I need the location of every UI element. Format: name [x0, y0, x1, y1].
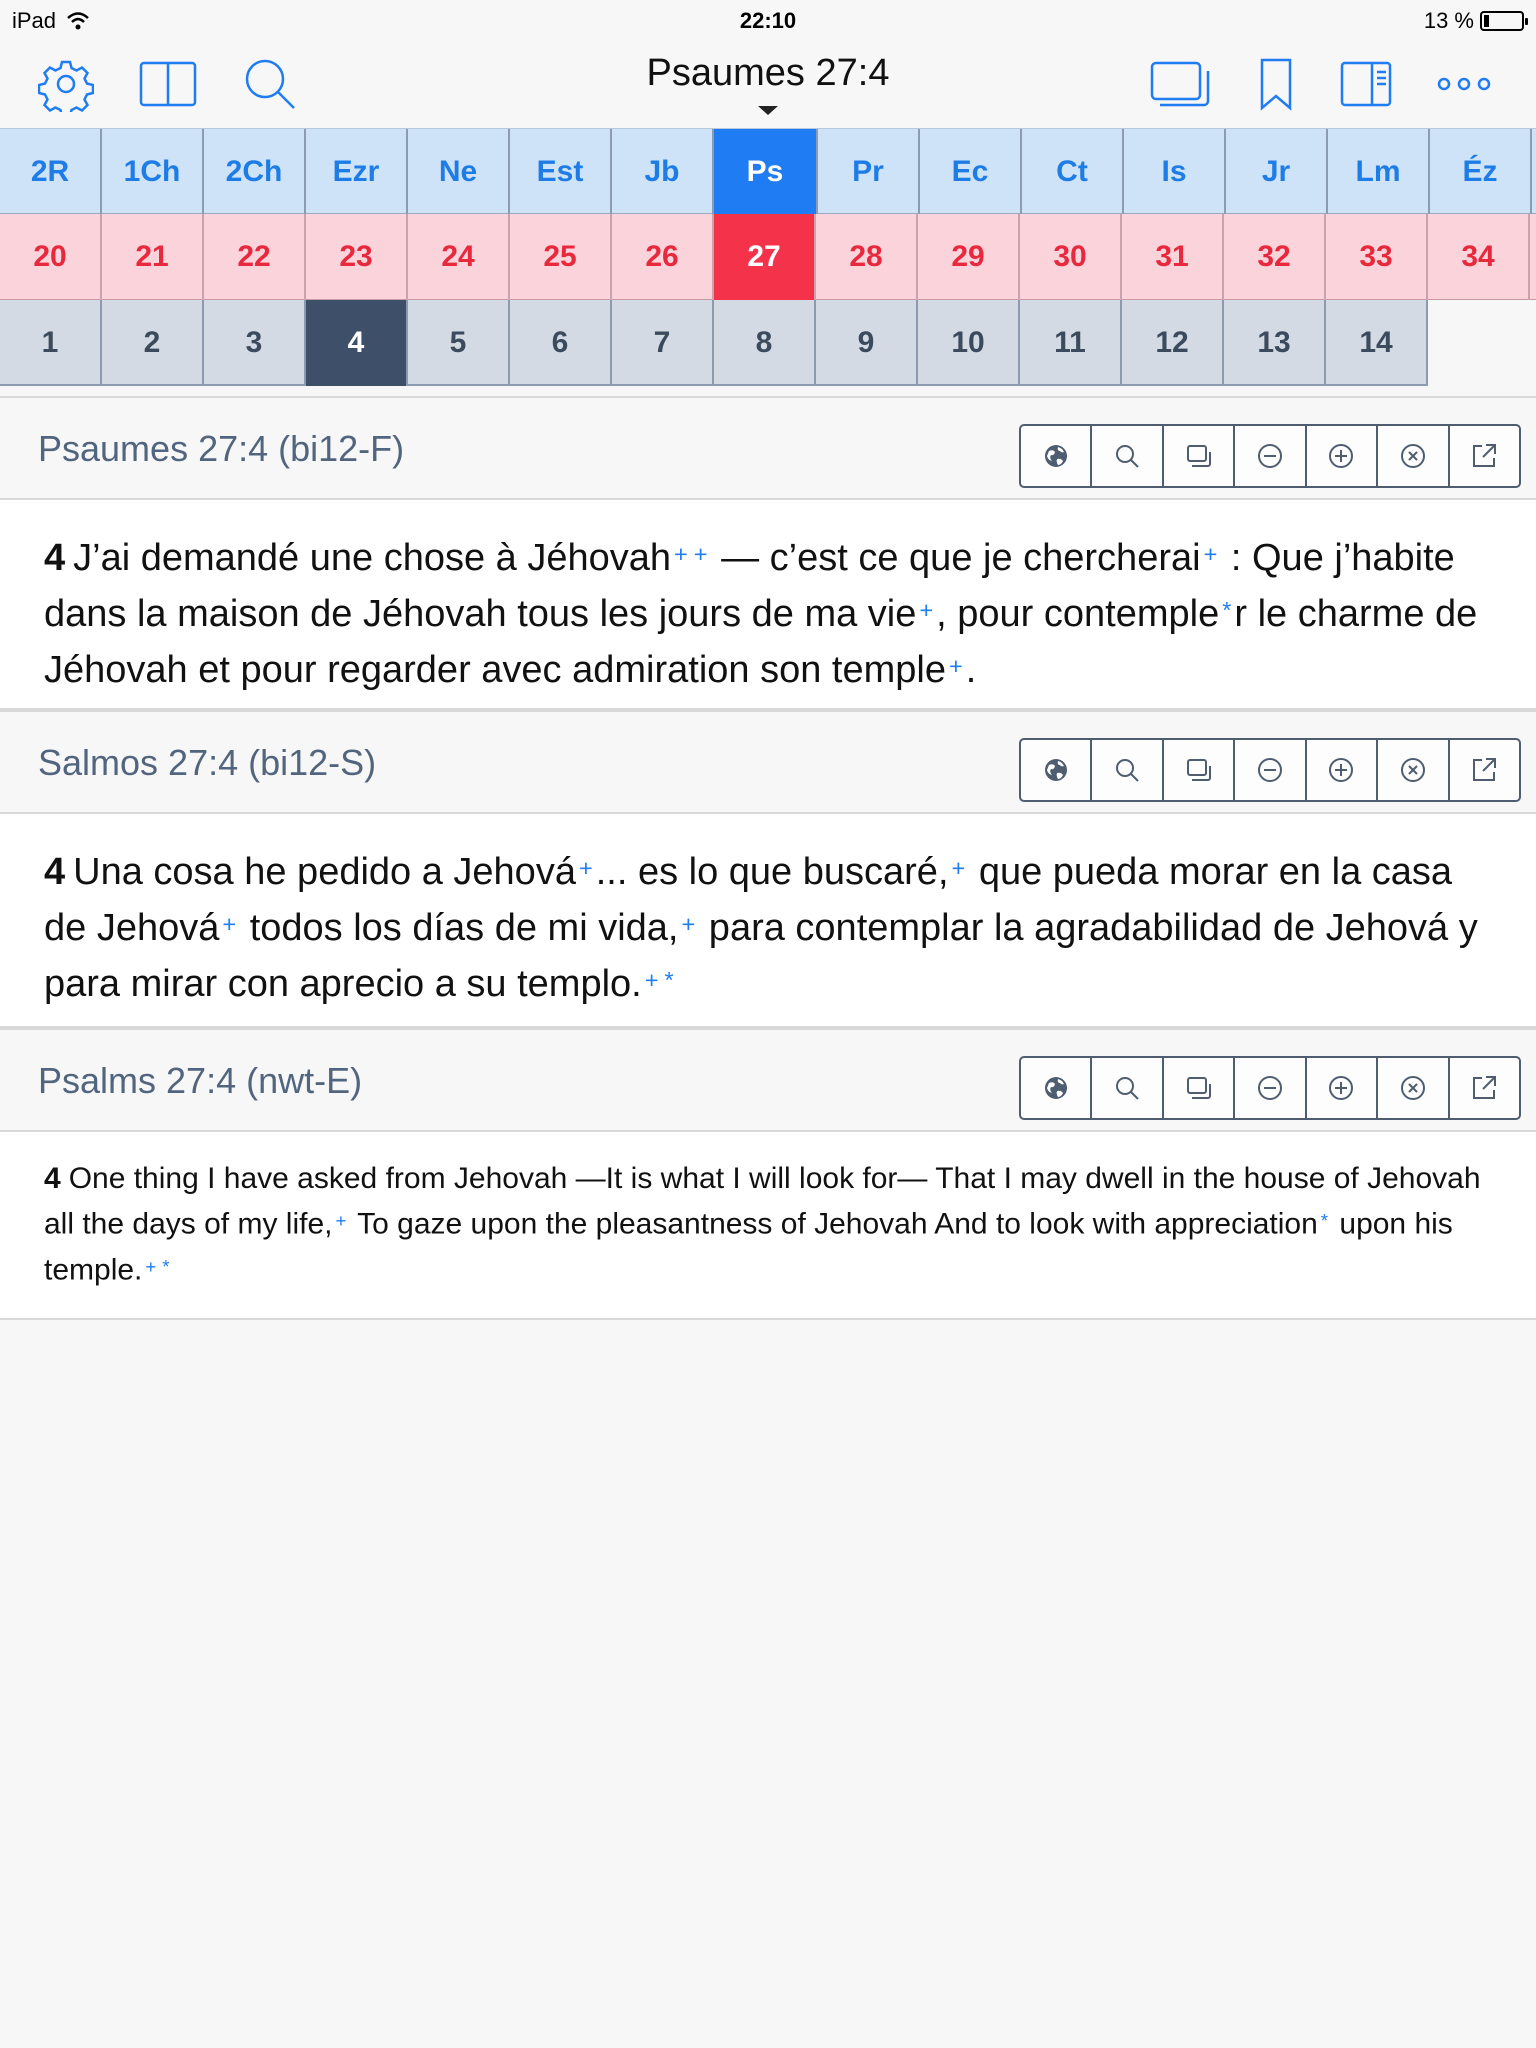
toolbar: [0, 40, 1536, 128]
book-tab-Ec[interactable]: Ec: [920, 129, 1022, 215]
minus-circle-button[interactable]: [1235, 740, 1306, 800]
cross-reference-marker[interactable]: +: [693, 541, 708, 567]
chapter-tab-30[interactable]: 30: [1020, 214, 1122, 300]
verse-tab-8[interactable]: 8: [714, 300, 816, 386]
verse-tab-14[interactable]: 14: [1326, 300, 1428, 386]
book-tab-Est[interactable]: Est: [510, 129, 612, 215]
chapter-tab-26[interactable]: 26: [612, 214, 714, 300]
section-actions: [1019, 738, 1521, 802]
plus-circle-icon: [1326, 441, 1356, 471]
book-tab-2R[interactable]: 2R: [0, 129, 102, 215]
more-icon: [1434, 74, 1494, 94]
plus-circle-icon: [1326, 1073, 1356, 1103]
chapter-tab-24[interactable]: 24: [408, 214, 510, 300]
gear-icon: [38, 56, 94, 112]
device-label: iPad: [12, 8, 57, 33]
book-tab-Ezr[interactable]: Ezr: [306, 129, 408, 215]
book-tab-Éz[interactable]: Éz: [1430, 129, 1532, 215]
book-tab-Lm[interactable]: Lm: [1328, 129, 1430, 215]
chapter-tab-29[interactable]: 29: [918, 214, 1020, 300]
section-header-nwt-e: [0, 1028, 1536, 1132]
verse-segment: One thing I have asked from Jehovah —It is what I will look for— That I may dwell in the house of Jehovah all the days of my life,: [44, 1162, 1481, 1241]
verse-tab-6[interactable]: 6: [510, 300, 612, 386]
verse-segment: upon his temple.: [44, 1207, 1453, 1286]
verse-segment: , pour contemple: [936, 593, 1220, 636]
book-icon: [139, 59, 197, 109]
globe-button[interactable]: [1021, 1058, 1092, 1118]
library-button[interactable]: [138, 54, 198, 114]
verse-text-bi12-f: [0, 500, 1536, 710]
footnote-marker[interactable]: *: [1320, 1210, 1329, 1231]
minus-circle-icon: [1255, 441, 1285, 471]
bookmark-icon: [1258, 57, 1294, 111]
windows-button[interactable]: [1164, 740, 1235, 800]
close-circle-icon: [1398, 1073, 1428, 1103]
verse-segment: r le charme de Jéhovah et pour regarder avec admiration son temple: [44, 593, 1478, 692]
book-tab-Jr[interactable]: Jr: [1226, 129, 1328, 215]
verse-tab-11[interactable]: 11: [1020, 300, 1122, 386]
globe-icon: [1041, 441, 1071, 471]
external-link-icon: [1469, 1073, 1499, 1103]
verse-tab-10[interactable]: 10: [918, 300, 1020, 386]
external-link-button[interactable]: [1450, 426, 1519, 486]
verse-tab-4[interactable]: 4: [306, 300, 408, 386]
plus-circle-button[interactable]: [1307, 740, 1378, 800]
verse-tab-9[interactable]: 9: [816, 300, 918, 386]
close-circle-button[interactable]: [1378, 1058, 1449, 1118]
verse-content: [44, 1158, 1496, 1291]
verse-tab-2[interactable]: 2: [102, 300, 204, 386]
sidebar-icon: [1340, 60, 1392, 108]
verse-number: 4: [44, 851, 66, 894]
reference-title[interactable]: [468, 52, 1068, 95]
section-actions: [1019, 1056, 1521, 1120]
battery-icon: [1480, 11, 1524, 31]
verse-segment: ... es lo que buscaré,: [595, 851, 949, 894]
chapter-tab-21[interactable]: 21: [102, 214, 204, 300]
search-icon: [1112, 755, 1142, 785]
more-button[interactable]: [1434, 54, 1494, 114]
windows-button[interactable]: [1164, 1058, 1235, 1118]
book-tab-2Ch[interactable]: 2Ch: [204, 129, 306, 215]
plus-circle-button[interactable]: [1307, 426, 1378, 486]
verse-content: [44, 528, 1496, 697]
section-actions: [1019, 424, 1521, 488]
chapter-tab-34[interactable]: 34: [1428, 214, 1530, 300]
cross-reference-marker[interactable]: +: [145, 1255, 157, 1277]
verse-segment: To gaze upon the pleasantness of Jehovah And to look with appreciation: [349, 1207, 1318, 1241]
verse-segment: : Que j’habite dans la maison de Jéhovah tous les jours de ma vie: [44, 537, 1455, 636]
verse-text-bi12-s: [0, 814, 1536, 1028]
search-button[interactable]: [1092, 426, 1163, 486]
verse-segment: .: [965, 649, 977, 692]
verse-segment: todos los días de mi vida,: [239, 907, 679, 950]
cross-reference-marker[interactable]: +: [644, 967, 659, 994]
book-tab-Ne[interactable]: Ne: [408, 129, 510, 215]
verse-number: 4: [44, 537, 66, 580]
verse-tab-5[interactable]: 5: [408, 300, 510, 386]
verse-segment: que pueda morar en la casa de Jehová: [44, 851, 1453, 950]
reference-title-text: Psaumes 27:4: [646, 52, 890, 94]
sidebar-button[interactable]: [1336, 54, 1396, 114]
section-header-bi12-s: [0, 710, 1536, 814]
search-button[interactable]: [240, 54, 300, 114]
verse-tab-13[interactable]: 13: [1224, 300, 1326, 386]
globe-icon: [1041, 1073, 1071, 1103]
book-tab-1Ch[interactable]: 1Ch: [102, 129, 204, 215]
external-link-icon: [1469, 441, 1499, 471]
minus-circle-button[interactable]: [1235, 426, 1306, 486]
footnote-marker[interactable]: *: [664, 967, 674, 994]
verse-tab-3[interactable]: 3: [204, 300, 306, 386]
plus-circle-icon: [1326, 755, 1356, 785]
book-tab-Ps[interactable]: Ps: [714, 129, 818, 215]
verse-segment: J’ai demandé une chose à Jéhovah: [73, 537, 672, 580]
minus-circle-icon: [1255, 755, 1285, 785]
minus-circle-icon: [1255, 1073, 1285, 1103]
verse-number: 4: [44, 1162, 61, 1195]
verse-tab-7[interactable]: 7: [612, 300, 714, 386]
chapter-tab-27[interactable]: 27: [714, 214, 816, 300]
windows-icon: [1150, 59, 1210, 109]
cross-reference-marker[interactable]: +: [948, 653, 963, 680]
globe-button[interactable]: [1021, 740, 1092, 800]
verse-segment: Una cosa he pedido a Jehová: [73, 851, 576, 894]
book-tab-Pr[interactable]: Pr: [818, 129, 920, 215]
globe-button[interactable]: [1021, 426, 1092, 486]
cross-reference-marker[interactable]: +: [578, 855, 593, 881]
section-header-bi12-f: [0, 396, 1536, 500]
chapter-tab-32[interactable]: 32: [1224, 214, 1326, 300]
cross-reference-marker[interactable]: +: [951, 855, 966, 881]
battery-fill: [1484, 15, 1489, 27]
section-title: Salmos 27:4 (bi12-S): [38, 742, 377, 783]
book-tab-Is[interactable]: Is: [1124, 129, 1226, 215]
windows-icon: [1184, 1073, 1214, 1103]
chapter-tab-31[interactable]: 31: [1122, 214, 1224, 300]
status-time: 22:10: [739, 8, 797, 33]
chapter-tab-22[interactable]: 22: [204, 214, 306, 300]
verse-text-nwt-e: [0, 1132, 1536, 1320]
verse-selector: [0, 300, 1428, 386]
status-bar: [0, 0, 1536, 40]
caret-down-icon: [758, 106, 778, 115]
settings-button[interactable]: [36, 54, 96, 114]
close-circle-icon: [1398, 441, 1428, 471]
close-circle-button[interactable]: [1378, 426, 1449, 486]
verse-tab-12[interactable]: 12: [1122, 300, 1224, 386]
cross-reference-marker[interactable]: +: [674, 541, 688, 567]
battery-percent: 13 %: [1423, 8, 1474, 33]
windows-button[interactable]: [1150, 54, 1210, 114]
globe-icon: [1041, 755, 1071, 785]
section-title: Psaumes 27:4 (bi12-F): [38, 428, 405, 469]
windows-icon: [1184, 755, 1214, 785]
cross-reference-marker[interactable]: +: [1203, 541, 1218, 567]
chapter-tab-25[interactable]: 25: [510, 214, 612, 300]
windows-button[interactable]: [1164, 426, 1235, 486]
verse-tab-1[interactable]: 1: [0, 300, 102, 386]
search-button[interactable]: [1092, 1058, 1163, 1118]
cross-reference-marker[interactable]: +: [222, 911, 237, 938]
plus-circle-button[interactable]: [1307, 1058, 1378, 1118]
close-circle-button[interactable]: [1378, 740, 1449, 800]
verse-content: [44, 842, 1496, 1011]
section-title: Psalms 27:4 (nwt-E): [38, 1060, 363, 1101]
chapter-tab-20[interactable]: 20: [0, 214, 102, 300]
verse-segment: — c’est ce que je chercherai: [710, 537, 1201, 580]
cross-reference-marker[interactable]: +: [335, 1210, 347, 1231]
minus-circle-button[interactable]: [1235, 1058, 1306, 1118]
search-icon: [1112, 441, 1142, 471]
book-tab-Jb[interactable]: Jb: [612, 129, 714, 215]
search-icon: [1112, 1073, 1142, 1103]
chapter-tab-23[interactable]: 23: [306, 214, 408, 300]
book-selector: [0, 128, 1536, 214]
external-link-button[interactable]: [1450, 740, 1519, 800]
footnote-marker[interactable]: *: [1222, 597, 1232, 624]
close-circle-icon: [1398, 755, 1428, 785]
external-link-button[interactable]: [1450, 1058, 1519, 1118]
bookmark-button[interactable]: [1246, 54, 1306, 114]
external-link-icon: [1469, 755, 1499, 785]
windows-icon: [1184, 441, 1214, 471]
chapter-selector: [0, 214, 1536, 300]
verse-segment: para contemplar la agradabilidad de Jehová y para mirar con aprecio a su templo.: [44, 907, 1478, 1006]
search-icon: [242, 56, 298, 112]
book-tab-Ct[interactable]: Ct: [1022, 129, 1124, 215]
cross-reference-marker[interactable]: +: [919, 597, 934, 624]
search-button[interactable]: [1092, 740, 1163, 800]
footnote-marker[interactable]: *: [162, 1255, 170, 1277]
chapter-tab-33[interactable]: 33: [1326, 214, 1428, 300]
chapter-tab-28[interactable]: 28: [816, 214, 918, 300]
cross-reference-marker[interactable]: +: [681, 911, 696, 938]
